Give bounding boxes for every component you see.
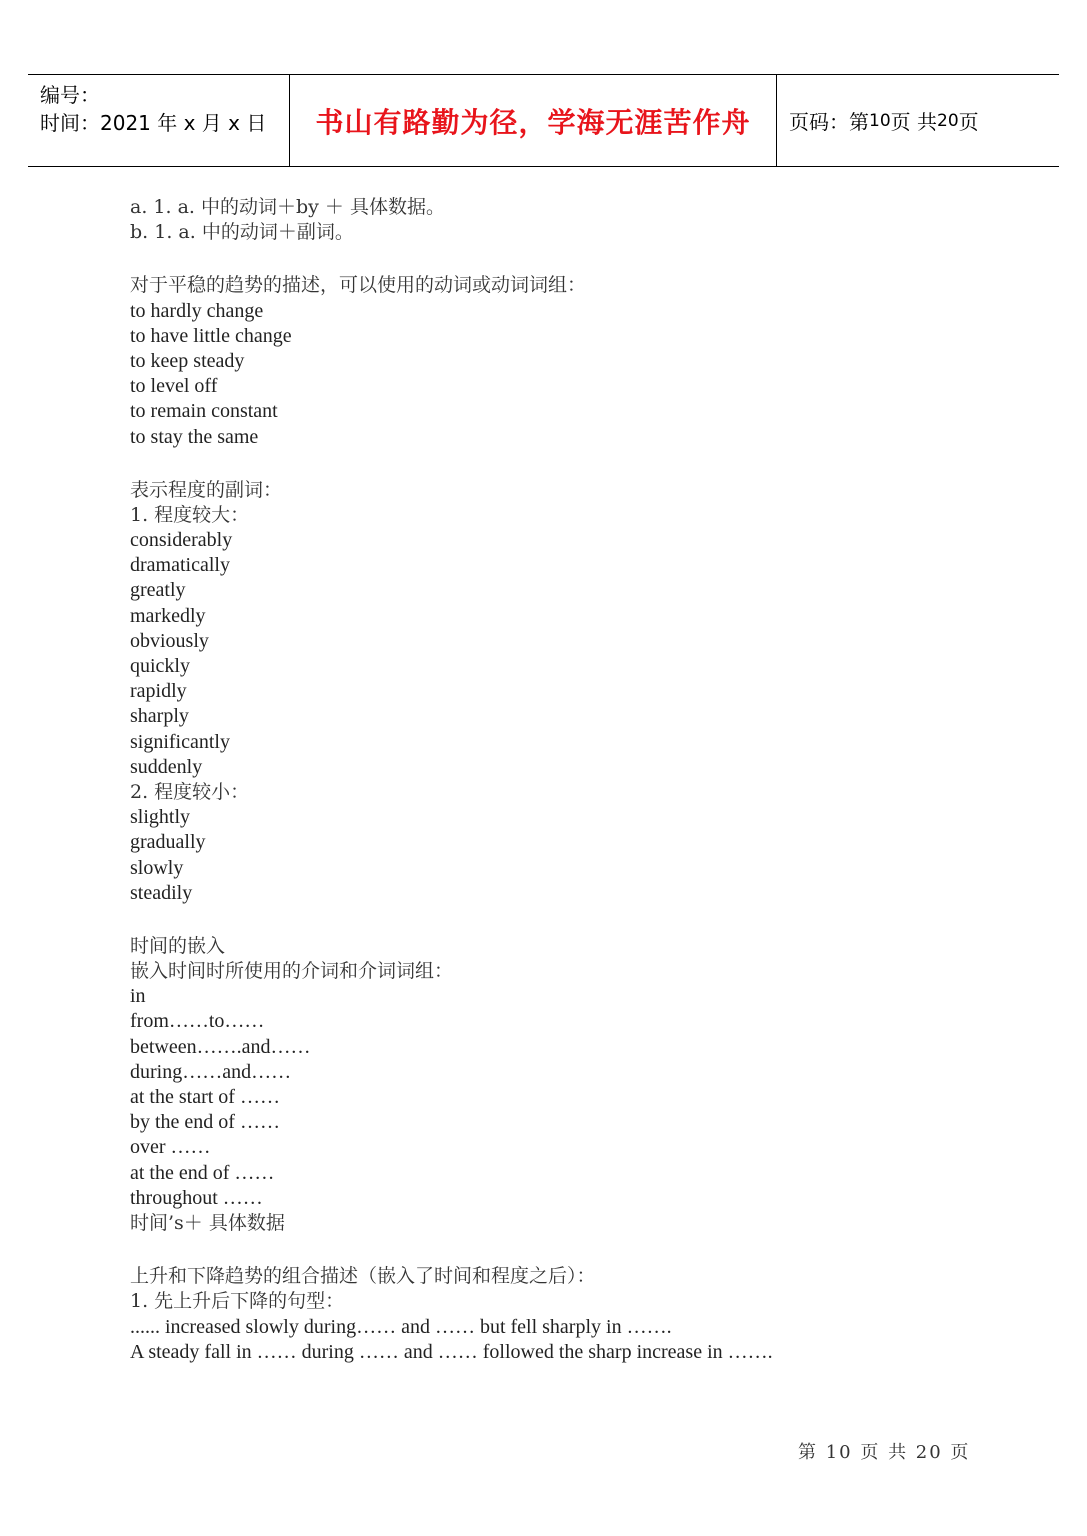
- page-total: 20: [937, 110, 959, 131]
- serial-label: 编号：: [40, 83, 100, 107]
- motto-text: 书山有路勤为径，学海无涯苦作舟: [315, 105, 751, 139]
- text-line: 对于平稳的趋势的描述，可以使用的动词或动词词组：: [130, 274, 587, 297]
- text-line: by the end of ……: [130, 1111, 280, 1134]
- header-motto-cell: [290, 75, 777, 166]
- text-line: slightly: [130, 806, 191, 829]
- text-line: slowly: [130, 856, 184, 879]
- text-line: A steady fall in …… during …… and …… followed the sharp increase in …….: [130, 1340, 773, 1363]
- text-line: rapidly: [130, 680, 187, 703]
- text-line: quickly: [130, 655, 190, 677]
- text-line: a. 1. a. 中的动词＋by ＋ 具体数据。: [130, 196, 445, 218]
- text-line: 上升和下降趋势的组合描述（嵌入了时间和程度之后）：: [130, 1265, 596, 1288]
- header-page-cell: [777, 75, 1059, 166]
- text-line: at the start of ……: [130, 1086, 280, 1108]
- page-header: [28, 74, 1059, 167]
- page-current: 10: [869, 110, 891, 131]
- text-line: during……and……: [130, 1060, 292, 1083]
- text-line: to level off: [130, 375, 218, 398]
- text-line: significantly: [130, 730, 230, 753]
- text-line: 表示程度的副词：: [130, 478, 283, 501]
- text-line: 嵌入时间时所使用的介词和介词词组：: [130, 960, 454, 983]
- text-line: 1. 程度较大：: [130, 503, 250, 526]
- page-prefix: 页码：第: [789, 110, 869, 134]
- text-section: [130, 478, 1010, 906]
- text-section: [130, 1264, 1010, 1365]
- text-line: from……to……: [130, 1010, 265, 1033]
- text-line: between…….and……: [130, 1035, 311, 1058]
- time-label: 时间：2021 年 x 月 x 日: [40, 111, 267, 135]
- text-line: over ……: [130, 1136, 211, 1159]
- text-line: obviously: [130, 629, 209, 652]
- text-section: [130, 273, 1010, 449]
- text-line: throughout ……: [130, 1186, 263, 1209]
- section-gap: [130, 906, 1010, 934]
- text-line: 2. 程度较小：: [130, 780, 250, 803]
- text-line: sharply: [130, 705, 189, 728]
- text-section: [130, 934, 1010, 1236]
- text-line: in: [130, 985, 146, 1008]
- text-line: to keep steady: [130, 349, 245, 372]
- text-line: greatly: [130, 579, 186, 602]
- section-gap: [130, 245, 1010, 273]
- text-line: at the end of ……: [130, 1161, 275, 1184]
- text-line: to hardly change: [130, 299, 264, 322]
- text-line: considerably: [130, 529, 233, 552]
- section-gap: [130, 1236, 1010, 1264]
- text-line: 1. 先上升后下降的句型：: [130, 1290, 345, 1313]
- text-line: 时间’s＋ 具体数据: [130, 1211, 285, 1234]
- text-line: to have little change: [130, 324, 292, 347]
- text-section: [130, 195, 1010, 245]
- document-body: [130, 195, 1010, 1365]
- page-mid: 页 共: [890, 110, 937, 134]
- text-line: 时间的嵌入: [130, 934, 226, 957]
- text-line: dramatically: [130, 554, 230, 577]
- page-footer: 第 10 页 共 20 页: [798, 1442, 971, 1463]
- text-line: ...... increased slowly during…… and …… but fell sharply in …….: [130, 1315, 672, 1338]
- page-suffix: 页: [958, 110, 979, 134]
- text-line: suddenly: [130, 755, 203, 778]
- text-line: to remain constant: [130, 400, 278, 423]
- header-meta-cell: [28, 75, 290, 166]
- section-gap: [130, 450, 1010, 478]
- text-line: gradually: [130, 831, 206, 854]
- text-line: steadily: [130, 881, 193, 904]
- text-line: markedly: [130, 604, 206, 627]
- text-line: to stay the same: [130, 425, 259, 448]
- text-line: b. 1. a. 中的动词＋副词。: [130, 221, 354, 244]
